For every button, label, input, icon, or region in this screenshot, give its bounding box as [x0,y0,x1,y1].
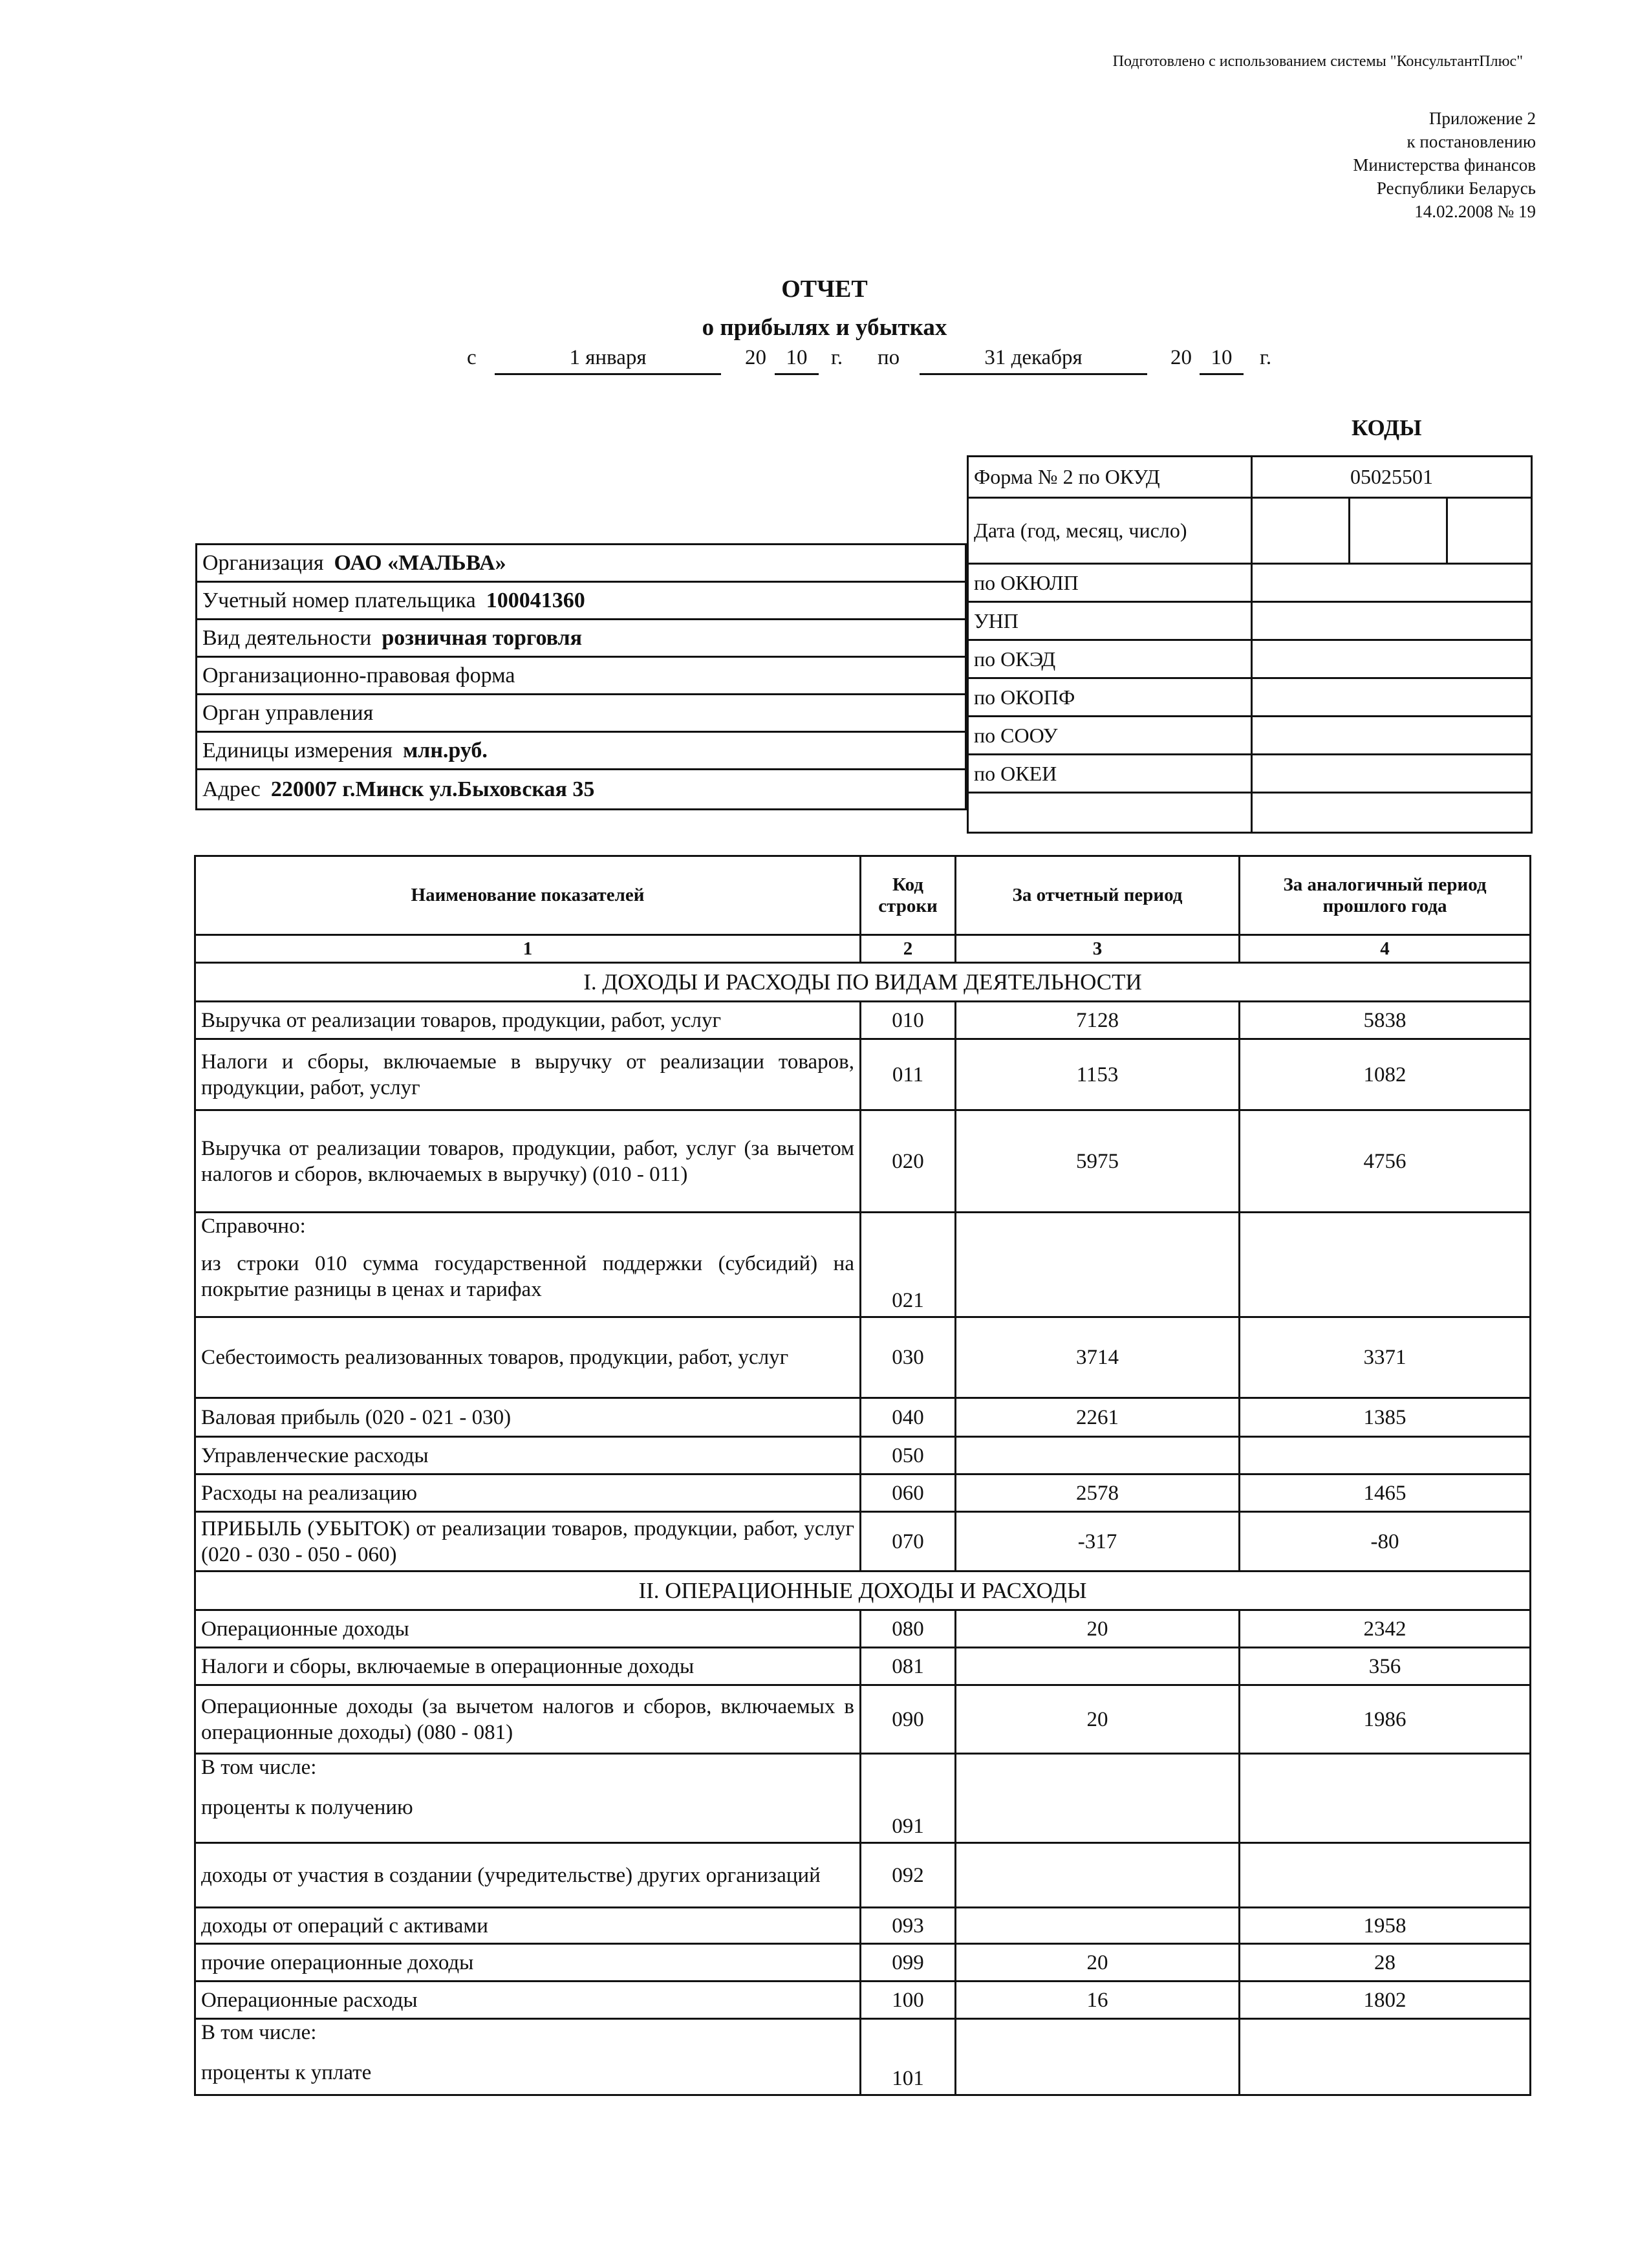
table-row [195,1944,1531,1982]
table-row [195,1002,1531,1039]
org-code-label: по ОКЮЛП [968,564,1252,602]
date-year-cell [1252,498,1350,564]
org-code-label: по ОКЕИ [968,755,1252,793]
row-name-text: Операционные доходы [201,1617,409,1641]
row-name-intro: В том числе: [201,1756,317,1779]
row-current-value: 20 [956,1685,1240,1754]
period-from-year: 10 [775,346,819,375]
row-previous-value: 1385 [1240,1398,1531,1437]
row-name [195,1213,861,1317]
row-name-text: проценты к уплате [201,2061,372,2084]
organization-table [195,543,967,810]
row-previous-value [1240,1754,1531,1843]
row-name [195,1474,861,1512]
row-name [195,1398,861,1437]
period-to-year: 10 [1200,346,1244,375]
row-name-intro: Справочно: [201,1215,306,1238]
row-name-text: Операционные доходы (за вычетом налогов и сборов, включаемых в операционные доходы) (080 - 081) [201,1694,854,1744]
row-name-text: прочие операционные доходы [201,1950,474,1974]
row-code: 099 [861,1944,956,1982]
table-row [195,1110,1531,1213]
col-header-current: За отчетный период [956,856,1240,935]
annex-line: Республики Беларусь [1376,178,1536,198]
org-row [197,770,966,810]
org-code-label: по СООУ [968,717,1252,755]
org-row [197,657,966,695]
row-name-text: из строки 010 сумма государственной поддержки (субсидий) на покрытие разницы в ценах и тарифах [201,1252,854,1301]
row-name [195,1002,861,1039]
row-code: 060 [861,1474,956,1512]
row-previous-value [1240,1843,1531,1908]
row-name [195,1610,861,1648]
row-name-text: Себестоимость реализованных товаров, продукции, работ, услуг [201,1346,789,1369]
org-row-label: Организационно-правовая форма [202,663,515,687]
row-name-intro: В том числе: [201,2021,317,2044]
org-row-label: Адрес [202,777,261,801]
row-name [195,2019,861,2095]
row-code: 030 [861,1317,956,1398]
org-row-label: Организация [202,550,324,575]
org-row [197,732,966,770]
col-number: 3 [956,935,1240,963]
period-from-date: 1 января [495,346,721,375]
row-current-value: 2261 [956,1398,1240,1437]
org-row [197,582,966,620]
consultant-note: Подготовлено с использованием системы "КонсультантПлюс" [1112,53,1523,70]
col-header-code: Код строки [861,856,956,935]
table-row [195,2019,1531,2095]
row-name [195,1754,861,1843]
codes-heading: КОДЫ [1352,415,1422,440]
row-name [195,1843,861,1908]
col-number: 4 [1240,935,1531,963]
org-row-label: Вид деятельности [202,625,372,650]
row-current-value [956,1648,1240,1685]
row-name-text: Операционные расходы [201,1988,418,2012]
row-name [195,1685,861,1754]
row-name-text: Выручка от реализации товаров, продукции, работ, услуг (за вычетом налогов и сборов, включаемых в выручку) (010 - 011) [201,1136,854,1186]
table-row [195,1685,1531,1754]
form-okud-value: 05025501 [1252,457,1532,498]
row-name-text: ПРИБЫЛЬ (УБЫТОК) от реализации товаров, продукции, работ, услуг (020 - 030 - 050 - 060) [201,1517,854,1566]
table-row [195,1474,1531,1512]
org-code-value [1252,602,1532,640]
period-year-prefix: 20 [745,346,766,369]
row-name-text: доходы от операций с активами [201,1914,488,1938]
row-current-value [956,2019,1240,2095]
row-code: 080 [861,1610,956,1648]
org-row [197,695,966,732]
row-current-value [956,1437,1240,1474]
row-code: 093 [861,1908,956,1944]
org-row-label: Учетный номер плательщика [202,588,476,612]
row-name-text: Налоги и сборы, включаемые в выручку от реализации товаров, продукции, работ, услуг [201,1050,854,1099]
org-code-label: по ОКЭД [968,640,1252,678]
row-code: 081 [861,1648,956,1685]
org-code-label [968,793,1252,833]
annex-block [1353,107,1536,223]
org-code-value [1252,640,1532,678]
row-code: 021 [861,1213,956,1317]
org-code-value [1252,717,1532,755]
table-row [195,1982,1531,2019]
row-name-text: проценты к получению [201,1796,413,1819]
org-code-value [1252,564,1532,602]
row-current-value: 20 [956,1944,1240,1982]
row-previous-value: 5838 [1240,1002,1531,1039]
row-previous-value [1240,1213,1531,1317]
col-number: 2 [861,935,956,963]
row-current-value: 16 [956,1982,1240,2019]
row-name [195,1437,861,1474]
row-name-text: Управленческие расходы [201,1443,429,1467]
row-current-value [956,1843,1240,1908]
table-row [195,1908,1531,1944]
org-row-value: млн.руб. [403,738,488,762]
table-row [195,1213,1531,1317]
row-current-value: 5975 [956,1110,1240,1213]
form-okud-label: Форма № 2 по ОКУД [968,457,1252,498]
table-row [195,1512,1531,1571]
row-previous-value: 28 [1240,1944,1531,1982]
row-previous-value: 1986 [1240,1685,1531,1754]
organization-codes-table [967,563,1533,834]
row-current-value: 7128 [956,1002,1240,1039]
row-name [195,1982,861,2019]
row-name [195,1317,861,1398]
row-previous-value: 1082 [1240,1039,1531,1110]
row-previous-value: -80 [1240,1512,1531,1571]
row-previous-value: 356 [1240,1648,1531,1685]
report-subtitle: о прибылях и убытках [702,314,947,341]
row-name [195,1944,861,1982]
table-row [195,1648,1531,1685]
row-current-value [956,1754,1240,1843]
row-previous-value: 2342 [1240,1610,1531,1648]
row-previous-value: 4756 [1240,1110,1531,1213]
row-name [195,1908,861,1944]
org-code-value [1252,793,1532,833]
row-code: 070 [861,1512,956,1571]
row-code: 090 [861,1685,956,1754]
row-code: 091 [861,1754,956,1843]
row-code: 010 [861,1002,956,1039]
section-heading: I. ДОХОДЫ И РАСХОДЫ ПО ВИДАМ ДЕЯТЕЛЬНОСТИ [195,963,1531,1002]
section-heading: II. ОПЕРАЦИОННЫЕ ДОХОДЫ И РАСХОДЫ [195,1571,1531,1610]
org-row-value: 220007 г.Минск ул.Быховская 35 [270,777,595,801]
row-current-value: -317 [956,1512,1240,1571]
org-row-value: ОАО «МАЛЬВА» [334,550,506,575]
row-current-value: 1153 [956,1039,1240,1110]
org-code-label: по ОКОПФ [968,678,1252,717]
org-code-label: УНП [968,602,1252,640]
row-name-text: Выручка от реализации товаров, продукции, работ, услуг [201,1008,722,1032]
row-code: 101 [861,2019,956,2095]
date-label: Дата (год, месяц, число) [968,498,1252,564]
row-current-value [956,1908,1240,1944]
row-current-value: 2578 [956,1474,1240,1512]
date-day-cell [1447,498,1532,564]
row-previous-value: 1958 [1240,1908,1531,1944]
table-row [195,1039,1531,1110]
row-previous-value: 1802 [1240,1982,1531,2019]
org-row-label: Орган управления [202,700,374,725]
row-previous-value: 1465 [1240,1474,1531,1512]
date-month-cell [1350,498,1447,564]
row-name-text: Налоги и сборы, включаемые в операционные доходы [201,1654,695,1678]
form-codes-table [967,455,1533,565]
row-current-value: 20 [956,1610,1240,1648]
annex-line: 14.02.2008 № 19 [1414,202,1536,221]
row-name-text: Валовая прибыль (020 - 021 - 030) [201,1405,512,1429]
row-previous-value: 3371 [1240,1317,1531,1398]
col-header-name: Наименование показателей [195,856,861,935]
row-code: 092 [861,1843,956,1908]
org-row-label: Единицы измерения [202,738,393,762]
table-row [195,1610,1531,1648]
org-row-value: 100041360 [486,588,585,612]
period-to-prefix: по [878,346,900,369]
period-g1: г. [831,346,843,369]
row-previous-value [1240,2019,1531,2095]
row-current-value: 3714 [956,1317,1240,1398]
row-name [195,1110,861,1213]
org-row [197,545,966,582]
profit-loss-table [194,855,1531,2096]
org-code-value [1252,678,1532,717]
org-row [197,620,966,657]
annex-line: к постановлению [1406,132,1536,151]
report-title: ОТЧЕТ [781,275,868,303]
table-row [195,1317,1531,1398]
table-row [195,1398,1531,1437]
row-code: 050 [861,1437,956,1474]
row-name [195,1039,861,1110]
row-code: 040 [861,1398,956,1437]
row-code: 011 [861,1039,956,1110]
row-code: 100 [861,1982,956,2019]
row-current-value [956,1213,1240,1317]
period-from-prefix: с [467,346,477,369]
row-name [195,1648,861,1685]
annex-line: Министерства финансов [1353,155,1536,175]
period-year-prefix-2: 20 [1170,346,1192,369]
row-name-text: доходы от участия в создании (учредительстве) других организаций [201,1863,821,1887]
period-to-date: 31 декабря [920,346,1147,375]
period-g2: г. [1260,346,1272,369]
col-header-previous: За аналогичный период прошлого года [1240,856,1531,935]
row-code: 020 [861,1110,956,1213]
col-number: 1 [195,935,861,963]
org-row-value: розничная торговля [382,625,583,650]
table-row [195,1843,1531,1908]
row-previous-value [1240,1437,1531,1474]
table-row [195,1754,1531,1843]
table-row [195,1437,1531,1474]
org-code-value [1252,755,1532,793]
row-name-text: Расходы на реализацию [201,1481,418,1505]
row-name [195,1512,861,1571]
annex-line: Приложение 2 [1428,109,1536,128]
